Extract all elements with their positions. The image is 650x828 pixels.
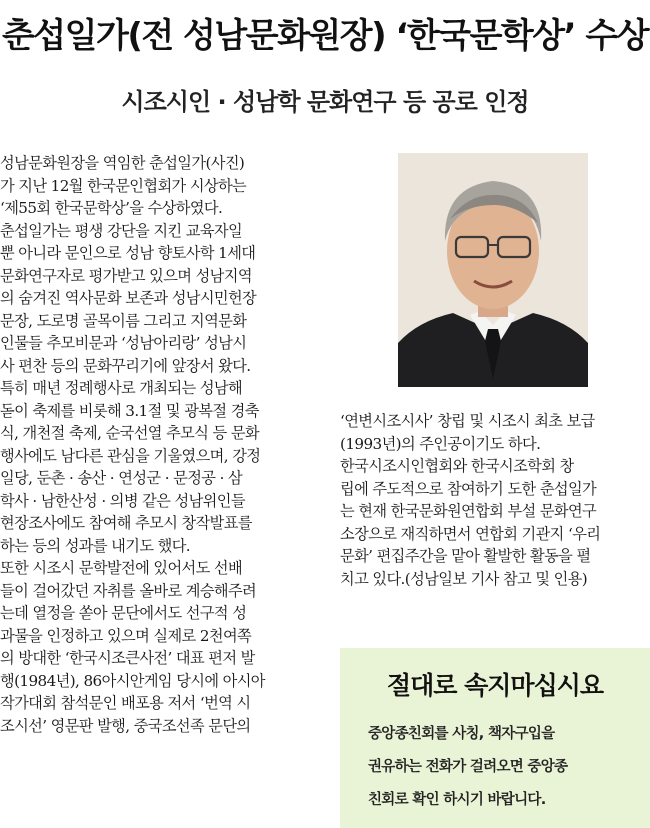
article-line: ‘제55회 한국문학상’을 수상하였다. — [0, 199, 223, 217]
article-line: 가 지난 12월 한국문인협회가 시상하는 — [0, 176, 247, 195]
article-line: 치고 있다.(성남일보 기사 참고 및 인용) — [340, 569, 588, 588]
article-line: 춘섭일가는 평생 강단을 지킨 교육자일 — [0, 221, 243, 240]
article-line: 과물을 인정하고 있으며 실제로 2천여쪽 — [0, 626, 252, 645]
article-line: 인물들 추모비문과 ‘성남아리랑’ 성남시 — [0, 334, 247, 352]
subheadline: 시조시인 · 성남학 문화연구 등 공로 인정 — [121, 88, 529, 116]
article-line: 소장으로 재직하면서 연합회 기관지 ‘우리 — [340, 524, 601, 543]
notice-line: 권유하는 전화가 걸려오면 중앙종 — [368, 759, 568, 775]
article-line: 는 현재 한국문화원연합회 부설 문화연구 — [340, 502, 597, 520]
article-line: 행사에도 남다른 관심을 기울였으며, 강정 — [0, 446, 261, 465]
notice-line: 친회로 확인 하시기 바랍니다. — [368, 792, 546, 808]
article-line: (1993년)의 주인공이기도 하다. — [340, 434, 541, 453]
article-line: 또한 시조시 문학발전에 있어서도 선배 — [0, 559, 243, 577]
article-line: ‘연변시조시사’ 창립 및 시조시 최초 보급 — [340, 412, 595, 430]
article-line: 립에 주도적으로 참여하기 도한 춘섭일가 — [340, 479, 597, 498]
article-left-column — [0, 152, 330, 737]
article-line: 현장조사에도 참여해 추모시 창작발표를 — [0, 514, 252, 532]
article-line: 의 숨겨진 역사문화 보존과 성남시민헌장 — [0, 289, 257, 307]
article-line: 문화’ 편집주간을 맡아 활발한 활동을 펼 — [340, 547, 591, 565]
article-line: 행(1984년), 86아시안게임 당시에 아시아 — [0, 671, 265, 690]
article-line: 일당, 둔촌 · 송산 · 연성군 · 문정공 · 삼 — [0, 469, 243, 487]
notice-line: 중앙종친회를 사칭, 책자구입을 — [368, 726, 555, 742]
article-line: 성남문화원장을 역임한 춘섭일가(사진) — [0, 154, 245, 172]
notice-box — [340, 648, 650, 828]
article-line: 식, 개천절 축제, 순국선열 추모식 등 문화 — [0, 424, 259, 442]
article-line: 작가대회 참석문인 배포용 저서 ‘번역 시 — [0, 694, 251, 712]
notice-body — [368, 718, 638, 817]
article-line: 들이 걸어갔던 자취를 올바로 계승해주려 — [0, 581, 257, 600]
article-line: 돋이 축제를 비롯해 3.1절 및 광복절 경축 — [0, 401, 259, 420]
article-line: 특히 매년 정례행사로 개최되는 성남해 — [0, 379, 243, 397]
article-line: 는데 열정을 쏟아 문단에서도 선구적 성 — [0, 604, 247, 622]
portrait-photo — [398, 153, 588, 387]
article-line: 의 방대한 ‘한국시조큰사전’ 대표 편저 발 — [0, 649, 255, 667]
article-line: 문화연구자로 평가받고 있으며 성남지역 — [0, 266, 252, 285]
notice-title: 절대로 속지마십시요 — [386, 671, 604, 700]
article-line: 학사 · 남한산성 · 의병 같은 성남위인들 — [0, 491, 245, 510]
article-line: 조시선’ 영문판 발행, 중국조선족 문단의 — [0, 716, 251, 735]
headline: 춘섭일가(전 성남문화원장) ‘한국문학상’ 수상 — [1, 16, 649, 56]
article-line: 사 편찬 등의 문화꾸리기에 앞장서 왔다. — [0, 356, 251, 375]
article-line: 문장, 도로명 골목이름 그리고 지역문화 — [0, 311, 247, 330]
article-line: 하는 등의 성과를 내기도 했다. — [0, 536, 190, 555]
article-right-column — [340, 410, 650, 590]
article-line: 한국시조시인협회와 한국시조학회 창 — [340, 457, 574, 475]
article-line: 뿐 아니라 문인으로 성남 향토사학 1세대 — [0, 244, 256, 262]
